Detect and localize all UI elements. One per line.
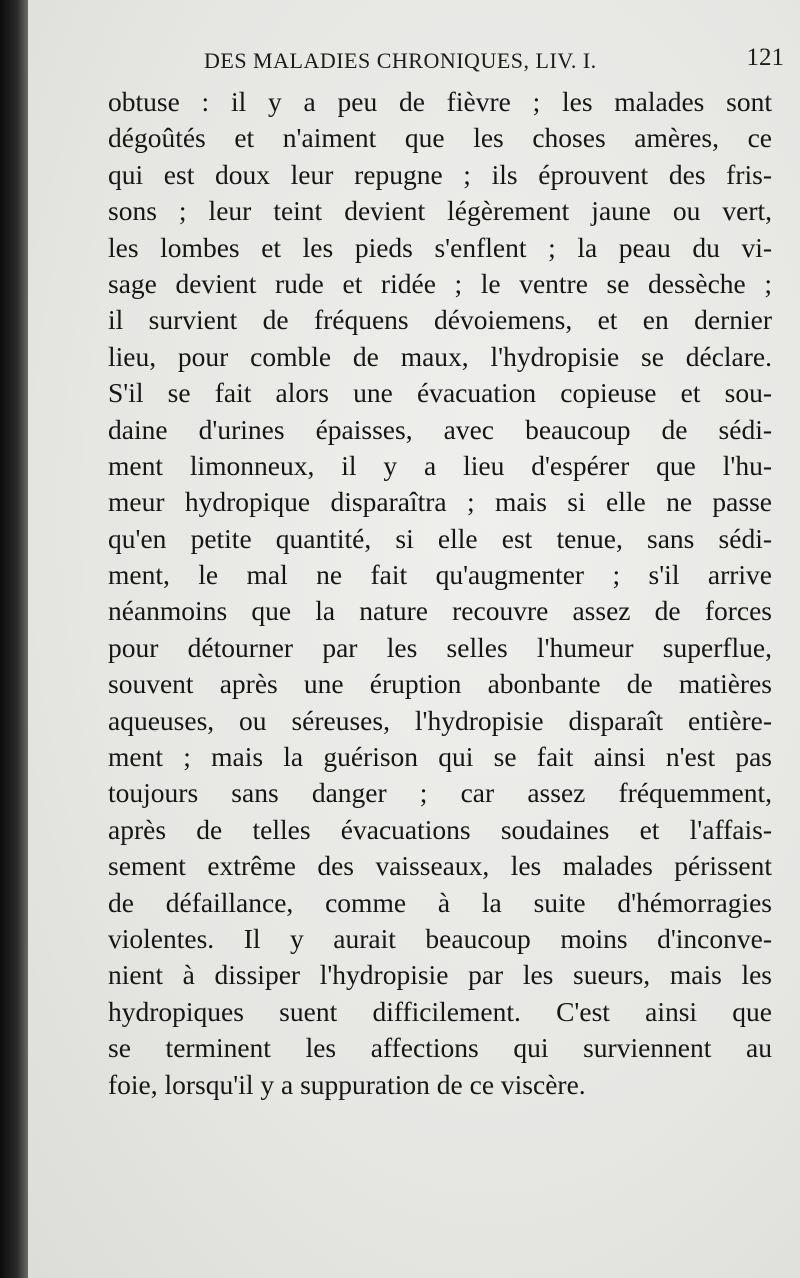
text-line: après de telles évacuations soudaines et l'affais- xyxy=(108,813,772,845)
text-line: sons ; leur teint devient légèrement jaune ou vert, xyxy=(108,195,772,227)
text-line: aqueuses, ou séreuses, l'hydropisie disparaît entière- xyxy=(108,704,772,736)
text-line: sage devient rude et ridée ; le ventre se dessèche ; xyxy=(108,267,772,299)
text-line: toujours sans danger ; car assez fréquemment, xyxy=(108,777,772,809)
text-line: daine d'urines épaisses, avec beaucoup de sédi- xyxy=(108,413,772,445)
book-page xyxy=(28,0,800,1278)
text-line: meur hydropique disparaîtra ; mais si elle ne passe xyxy=(108,486,772,518)
text-line: néanmoins que la nature recouvre assez de forces xyxy=(108,595,772,627)
text-line: S'il se fait alors une évacuation copieuse et sou- xyxy=(108,377,772,409)
text-line: qui est doux leur repugne ; ils éprouvent des fris- xyxy=(108,158,772,190)
text-line: pour détourner par les selles l'humeur superflue, xyxy=(108,631,772,663)
text-line: se terminent les affections qui surviennent au xyxy=(108,1032,772,1064)
text-line: dégoûtés et n'aiment que les choses amères, ce xyxy=(108,122,772,154)
text-line: souvent après une éruption abonbante de matières xyxy=(108,668,772,700)
text-line: violentes. Il y aurait beaucoup moins d'inconve- xyxy=(108,922,772,954)
text-line: de défaillance, comme à la suite d'hémorragies xyxy=(108,886,772,918)
page-number: 121 xyxy=(746,44,784,71)
text-line: ment, le mal ne fait qu'augmenter ; s'il arrive xyxy=(108,559,772,591)
text-line: qu'en petite quantité, si elle est tenue, sans sédi- xyxy=(108,522,772,554)
text-line: hydropiques suent difficilement. C'est ainsi que xyxy=(108,995,772,1027)
text-line: nient à dissiper l'hydropisie par les sueurs, mais les xyxy=(108,959,772,991)
text-line: foie, lorsqu'il y a suppuration de ce viscère. xyxy=(108,1068,586,1100)
text-line: il survient de fréquens dévoiemens, et en dernier xyxy=(108,304,772,336)
page-header xyxy=(204,44,784,80)
text-line: ment ; mais la guérison qui se fait ainsi n'est pas xyxy=(108,741,772,773)
text-line: obtuse : il y a peu de fièvre ; les malades sont xyxy=(108,86,772,117)
body-text xyxy=(108,84,772,1103)
text-line: lieu, pour comble de maux, l'hydropisie se déclare. xyxy=(108,340,772,372)
page-gutter-shadow xyxy=(0,0,28,1278)
text-line: sement extrême des vaisseaux, les malades périssent xyxy=(108,850,772,882)
text-line: ment limonneux, il y a lieu d'espérer que l'hu- xyxy=(108,449,772,481)
running-head: DES MALADIES CHRONIQUES, LIV. I. xyxy=(204,48,597,73)
text-line: les lombes et les pieds s'enflent ; la peau du vi- xyxy=(108,231,772,263)
